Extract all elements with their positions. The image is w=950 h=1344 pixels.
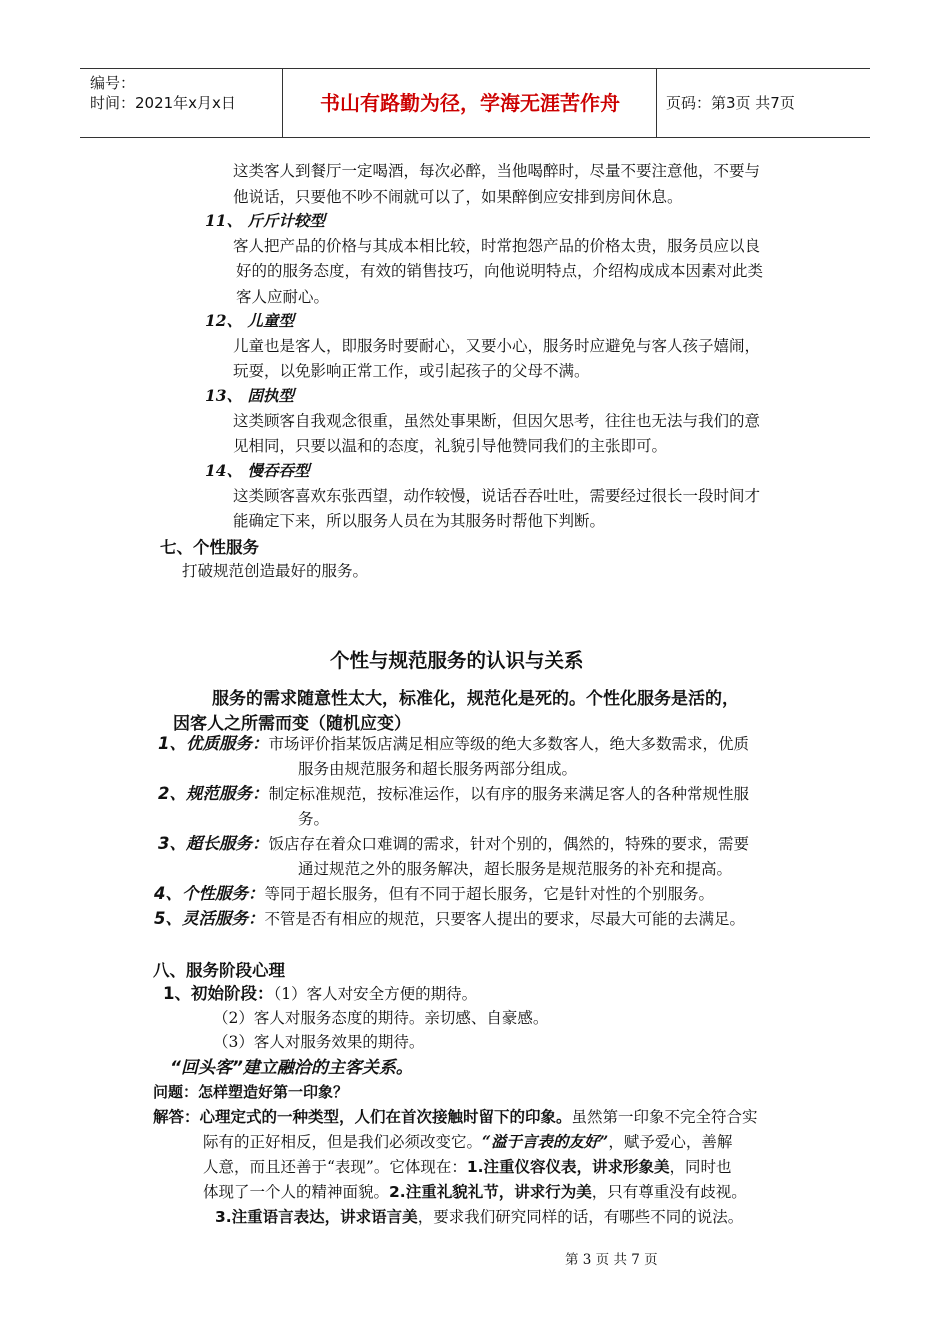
definition-term: 5、灵活服务：: [154, 909, 265, 928]
lead-line: 服务的需求随意性太大，标准化，规范化是死的。个性化服务是活的，: [212, 689, 739, 709]
doc-code-label: 编号：: [90, 74, 136, 92]
answer-line: [203, 1179, 747, 1205]
definition-item-2: [158, 781, 749, 807]
section-title: 个性与规范服务的认识与关系: [330, 649, 584, 672]
answer-emphasis: 1.注重仪容仪表，讲求形象美: [466, 1158, 670, 1176]
header-motto: 书山有路勤为径，学海无涯苦作舟: [320, 91, 620, 115]
answer-text: ，赋予爱心，善解: [608, 1133, 733, 1151]
answer-line: [203, 1129, 732, 1155]
definition-text: 不管是否有相应的规范，只要客人提出的要求，尽最大可能的去满足。: [264, 910, 745, 928]
stage-line: [163, 981, 477, 1007]
answer-text: ，同时也: [669, 1158, 732, 1176]
answer-line: [153, 1104, 758, 1130]
paragraph-line: 能确定下来，所以服务人员在为其服务时帮他下判断。: [233, 512, 606, 530]
paragraph-line: 儿童也是客人，即服务时要耐心，又要小心，服务时应避免与客人孩子嬉闹，: [233, 337, 761, 355]
header-meta: [90, 73, 236, 113]
paragraph-line: 这类客人到餐厅一定喝酒，每次必醉，当他喝醉时，尽量不要注意他，不要与: [233, 162, 761, 180]
answer-line: [203, 1154, 732, 1180]
definition-term: 4、个性服务：: [154, 884, 265, 903]
answer-emphasis: 心理定式的一种类型，人们在首次接触时留下的印象。: [199, 1108, 572, 1126]
subheading-14: 14、 慢吞吞型: [205, 461, 310, 480]
paragraph-line: 好的的服务态度，有效的销售技巧，向他说明特点，介绍构成成本因素对此类: [236, 262, 764, 280]
repeat-guest-line: “回头客”建立融洽的主客关系。: [170, 1058, 413, 1078]
paragraph-line: 玩耍，以免影响正常工作，或引起孩子的父母不满。: [233, 362, 590, 380]
subheading-11: 11、 斤斤计较型: [205, 211, 325, 230]
answer-emphasis: “溢于言表的友好”: [482, 1132, 609, 1151]
stage-expectation: （3）客人对服务效果的期待。: [213, 1033, 425, 1051]
answer-text: ，要求我们研究同样的话，有哪些不同的说法。: [417, 1208, 744, 1226]
section-heading-7: 七、个性服务: [160, 538, 259, 557]
definition-term: 2、规范服务：: [158, 784, 269, 803]
definition-item-5: [154, 906, 745, 932]
answer-text: 人意，而且还善于“表现”。它体现在：: [203, 1158, 467, 1176]
definition-text: 等同于超长服务，但有不同于超长服务，它是针对性的个别服务。: [264, 885, 714, 903]
answer-text: ，只有尊重没有歧视。: [591, 1183, 747, 1201]
answer-text: 体现了一个人的精神面貌。: [203, 1183, 390, 1201]
answer-emphasis: 2.注重礼貌礼节，讲求行为美: [389, 1183, 592, 1201]
page-footer: 第 3 页 共 7 页: [565, 1252, 658, 1268]
definition-continuation: 服务由规范服务和超长服务两部分组成。: [298, 760, 578, 778]
section-heading-8: 八、服务阶段心理: [153, 961, 285, 980]
definition-text: 饭店存在着众口难调的需求，针对个别的，偶然的，特殊的要求，需要: [268, 835, 749, 853]
subheading-13: 13、 固执型: [205, 386, 294, 405]
definition-text: 市场评价指某饭店满足相应等级的绝大多数客人，绝大多数需求，优质: [268, 735, 749, 753]
header-divider: [656, 69, 657, 137]
stage-label: 1、初始阶段：: [163, 984, 274, 1003]
definition-term: 3、超长服务：: [158, 834, 269, 853]
section-7-text: 打破规范创造最好的服务。: [182, 562, 369, 580]
question-line: 问题：怎样塑造好第一印象？: [153, 1083, 349, 1101]
lead-line: 因客人之所需而变（随机应变）: [173, 714, 411, 734]
answer-text: 际有的正好相反，但是我们必须改变它。: [203, 1133, 483, 1151]
definition-term: 1、优质服务：: [158, 734, 269, 753]
paragraph-line: 这类顾客自我观念很重，虽然处事果断，但因欠思考，往往也无法与我们的意: [233, 412, 761, 430]
header-divider: [282, 69, 283, 137]
stage-expectation: （1）客人对安全方便的期待。: [273, 985, 478, 1003]
paragraph-line: 他说话，只要他不吵不闹就可以了，如果醉倒应安排到房间休息。: [233, 188, 683, 206]
answer-emphasis: 3.注重语言表达，讲求语言美: [215, 1208, 418, 1226]
definition-item-4: [154, 881, 714, 907]
answer-text: 虽然第一印象不完全符合实: [571, 1108, 758, 1126]
definition-item-1: [158, 731, 749, 757]
doc-time-label: 时间：2021年x月x日: [90, 94, 236, 112]
definition-continuation: 务。: [298, 810, 330, 828]
page-header: [80, 68, 870, 138]
paragraph-line: 见相同，只要以温和的态度，礼貌引导他赞同我们的主张即可。: [233, 437, 668, 455]
paragraph-line: 客人把产品的价格与其成本相比较，时常抱怨产品的价格太贵，服务员应以良: [233, 237, 761, 255]
answer-label: 解答：: [153, 1108, 200, 1126]
answer-line: [215, 1204, 743, 1230]
paragraph-line: 这类顾客喜欢东张西望，动作较慢，说话吞吞吐吐，需要经过很长一段时间才: [233, 487, 761, 505]
subheading-12: 12、 儿童型: [205, 311, 294, 330]
definition-item-3: [158, 831, 749, 857]
stage-expectation: （2）客人对服务态度的期待。亲切感、自豪感。: [213, 1009, 549, 1027]
definition-continuation: 通过规范之外的服务解决，超长服务是规范服务的补充和提高。: [298, 860, 733, 878]
definition-text: 制定标准规范，按标准运作，以有序的服务来满足客人的各种常规性服: [268, 785, 749, 803]
paragraph-line: 客人应耐心。: [236, 288, 330, 306]
header-page-label: 页码：第3页 共7页: [666, 94, 795, 112]
